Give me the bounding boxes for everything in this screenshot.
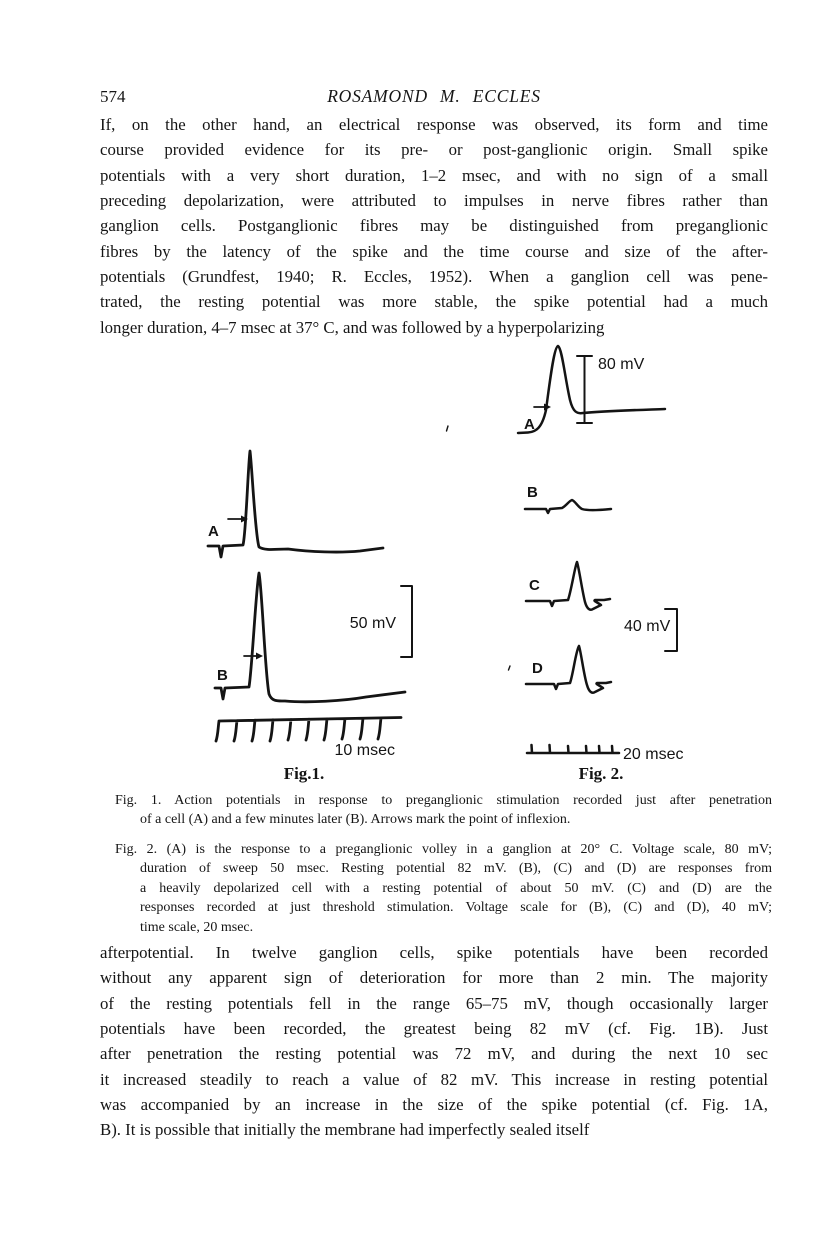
- fig2-time-calibration-trace: [527, 745, 619, 753]
- body-text-line: potentials (Grundfest, 1940; R. Eccles, 1952). When a ganglion cell was pene-: [100, 267, 768, 287]
- fig1-time-calibration-trace: [216, 718, 401, 742]
- fig1-time-scale-label: 10 msec: [334, 742, 395, 759]
- body-text-line: of the resting potentials fell in the range 65–75 mV, though occasionally larger: [100, 993, 768, 1013]
- fig2-trace-c-label: C: [529, 577, 540, 594]
- body-text-line: potentials have been recorded, the greatest being 82 mV (cf. Fig. 1B). Just: [100, 1019, 768, 1039]
- body-text-line: preceding depolarization, were attributed to impulses in nerve fibres rather than: [100, 191, 768, 211]
- caption-line: of a cell (A) and a few minutes later (B). Arrows mark the point of inflexion.: [140, 812, 571, 828]
- body-text-line: course provided evidence for its pre- or post-ganglionic origin. Small spike: [100, 140, 768, 160]
- fig2-time-scale-label: 20 msec: [623, 746, 684, 763]
- body-text-line: without any apparent sign of deterioration for more than 2 min. The majority: [100, 968, 768, 988]
- body-text-line: fibres by the latency of the spike and the time course and size of the after-: [100, 241, 768, 261]
- caption-line: Fig. 1. Action potentials in response to preganglionic stimulation recorded just after penetration: [115, 793, 772, 808]
- body-text-line: longer duration, 4–7 msec at 37° C, and was followed by a hyperpolarizing: [100, 317, 605, 337]
- fig1-voltage-scale-bracket: [401, 586, 412, 657]
- body-text-line: B). It is possible that initially the membrane had imperfectly sealed itself: [100, 1120, 590, 1140]
- figure-plate: [98, 338, 718, 790]
- body-text-line: afterpotential. In twelve ganglion cells, spike potentials have been recorded: [100, 943, 768, 962]
- body-text-line: was accompanied by an increase in the size of the spike potential (cf. Fig. 1A,: [100, 1095, 768, 1115]
- caption-line: time scale, 20 msec.: [140, 919, 254, 935]
- fig2-name: Fig. 2.: [578, 764, 624, 783]
- fig2-trace-a-label: A: [524, 416, 535, 433]
- caption-line: a heavily depolarized cell with a resting potential of about 50 mV. (C) and (D) are the: [140, 880, 772, 896]
- fig1-trace-a: [208, 451, 383, 557]
- body-text-line: potentials with a very short duration, 1–2 msec, and with no sign of a small: [100, 165, 768, 185]
- running-title: ROSAMOND M. ECCLES: [327, 86, 541, 106]
- fig1-inflexion-arrowhead-b: [256, 653, 263, 660]
- fig1-voltage-scale-label: 50 mV: [349, 615, 396, 632]
- fig2-trace-d-label: D: [532, 660, 543, 677]
- body-text-line: trated, the resting potential was more stable, the spike potential had a much: [100, 292, 768, 312]
- fig1-trace-a-label: A: [208, 523, 219, 540]
- body-text-line: ganglion cells. Postganglionic fibres may be distinguished from preganglionic: [100, 216, 768, 236]
- paragraph-2: [100, 940, 768, 1143]
- print-speck: [509, 666, 511, 670]
- fig2-caption: [115, 840, 772, 937]
- fig1-name: Fig.1.: [283, 764, 325, 783]
- body-text-line: If, on the other hand, an electrical response was observed, its form and time: [100, 115, 768, 134]
- print-speck: [447, 426, 449, 431]
- fig2-trace-b-label: B: [527, 484, 538, 501]
- fig1-trace-b: [215, 573, 405, 702]
- caption-line: responses recorded at just threshold stimulation. Voltage scale for (B), (C) and (D), 40 mV;: [140, 900, 772, 916]
- caption-line: duration of sweep 50 msec. Resting potential 82 mV. (B), (C) and (D) are responses from: [140, 861, 772, 877]
- fig1-caption: [115, 791, 772, 830]
- fig1-trace-b-label: B: [217, 667, 228, 684]
- body-text-line: after penetration the resting potential was 72 mV, and during the next 10 sec: [100, 1044, 768, 1064]
- fig2-trace-b: [525, 500, 611, 513]
- body-text-line: it increased steadily to reach a value of 82 mV. This increase in resting potential: [100, 1069, 768, 1089]
- fig2-voltage-scale-a-label: 80 mV: [598, 356, 645, 373]
- caption-line: Fig. 2. (A) is the response to a preganglionic volley in a ganglion at 20° C. Voltage scale, 80 mV;: [115, 842, 772, 857]
- fig2-voltage-scale-bcd-label: 40 mV: [624, 618, 671, 635]
- paragraph-1: [100, 112, 768, 340]
- page-number: 574: [100, 87, 126, 106]
